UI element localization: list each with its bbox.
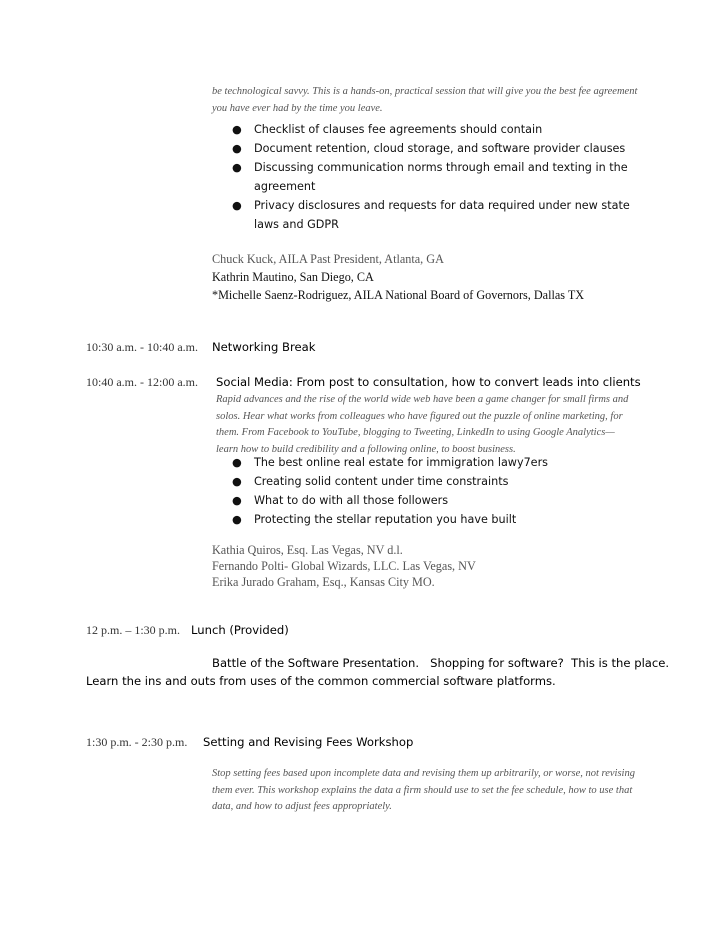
session-time: 12 p.m. – 1:30 p.m.: [86, 623, 181, 637]
bullet-icon: ●: [232, 494, 242, 507]
speaker-name: Kathia Quiros, Esq. Las Vegas, NV d.l.: [212, 543, 403, 557]
bullet-icon: ●: [232, 123, 242, 136]
speaker-list: [212, 250, 652, 304]
session-time: 10:30 a.m. - 10:40 a.m.: [86, 340, 198, 354]
session-description: be technological savvy. This is a hands-on, practical session that will give you the best fee agreement you have ever had by the time you leave.: [212, 86, 638, 114]
session-time: 10:40 a.m. - 12:00 a.m.: [86, 375, 198, 389]
bullet-icon: ●: [232, 161, 242, 174]
session-time: 1:30 p.m. - 2:30 p.m.: [86, 735, 188, 749]
speaker-name: Erika Jurado Graham, Esq., Kansas City MO.: [212, 575, 435, 589]
session-title: Social Media: From post to consultation, how to convert leads into clients: [216, 375, 641, 389]
bullet-icon: ●: [232, 456, 242, 469]
list-item: ● Document retention, cloud storage, and software provider clauses: [212, 139, 632, 158]
session-bullet-list: [212, 453, 632, 529]
list-item: ● What to do with all those followers: [212, 491, 632, 510]
session-description: Rapid advances and the rise of the world wide web have been a game changer for small firms and solos. Hear what works from colleagues who have figured out the puzzle of online marketing, for them. From Facebook to YouTube, blogging to Tweeting, LinkedIn to using Google Analytics—learn how to build credibility and a following online, to boost business.: [216, 394, 629, 455]
list-item: ● Privacy disclosures and requests for data required under new state laws and GDPR: [212, 196, 632, 234]
session-title: Networking Break: [212, 340, 316, 354]
list-item: ● Creating solid content under time constraints: [212, 472, 632, 491]
speaker-list: [212, 542, 652, 590]
list-item: ● Checklist of clauses fee agreements should contain: [212, 120, 632, 139]
speaker-name: *Michelle Saenz-Rodriguez, AILA National Board of Governors, Dallas TX: [212, 288, 585, 302]
session-description: Stop setting fees based upon incomplete data and revising them up arbitrarily, or worse, not revising them ever. This workshop explains the data a firm should use to set the fee schedule, how to use that data, and how to adjust fees appropriately.: [212, 768, 635, 812]
bullet-icon: ●: [232, 199, 242, 212]
speaker-name: Kathrin Mautino, San Diego, CA: [212, 270, 374, 284]
speaker-name: Chuck Kuck, AILA Past President, Atlanta, GA: [212, 252, 444, 266]
list-item: ● The best online real estate for immigration lawy7ers: [212, 453, 632, 472]
bullet-icon: ●: [232, 513, 242, 526]
speaker-name: Fernando Polti- Global Wizards, LLC. Las Vegas, NV: [212, 559, 476, 573]
session-description: Learn the ins and outs from uses of the common commercial software platforms.: [86, 674, 556, 688]
session-title: Battle of the Software Presentation. Shopping for software? This is the place.: [212, 656, 670, 670]
list-item: ● Protecting the stellar reputation you have built: [212, 510, 632, 529]
session-title: Setting and Revising Fees Workshop: [203, 735, 414, 749]
bullet-icon: ●: [232, 475, 242, 488]
bullet-icon: ●: [232, 142, 242, 155]
list-item: ● Discussing communication norms through email and texting in the agreement: [212, 158, 632, 196]
session-bullet-list: [212, 120, 632, 234]
session-title: Lunch (Provided): [191, 623, 289, 637]
